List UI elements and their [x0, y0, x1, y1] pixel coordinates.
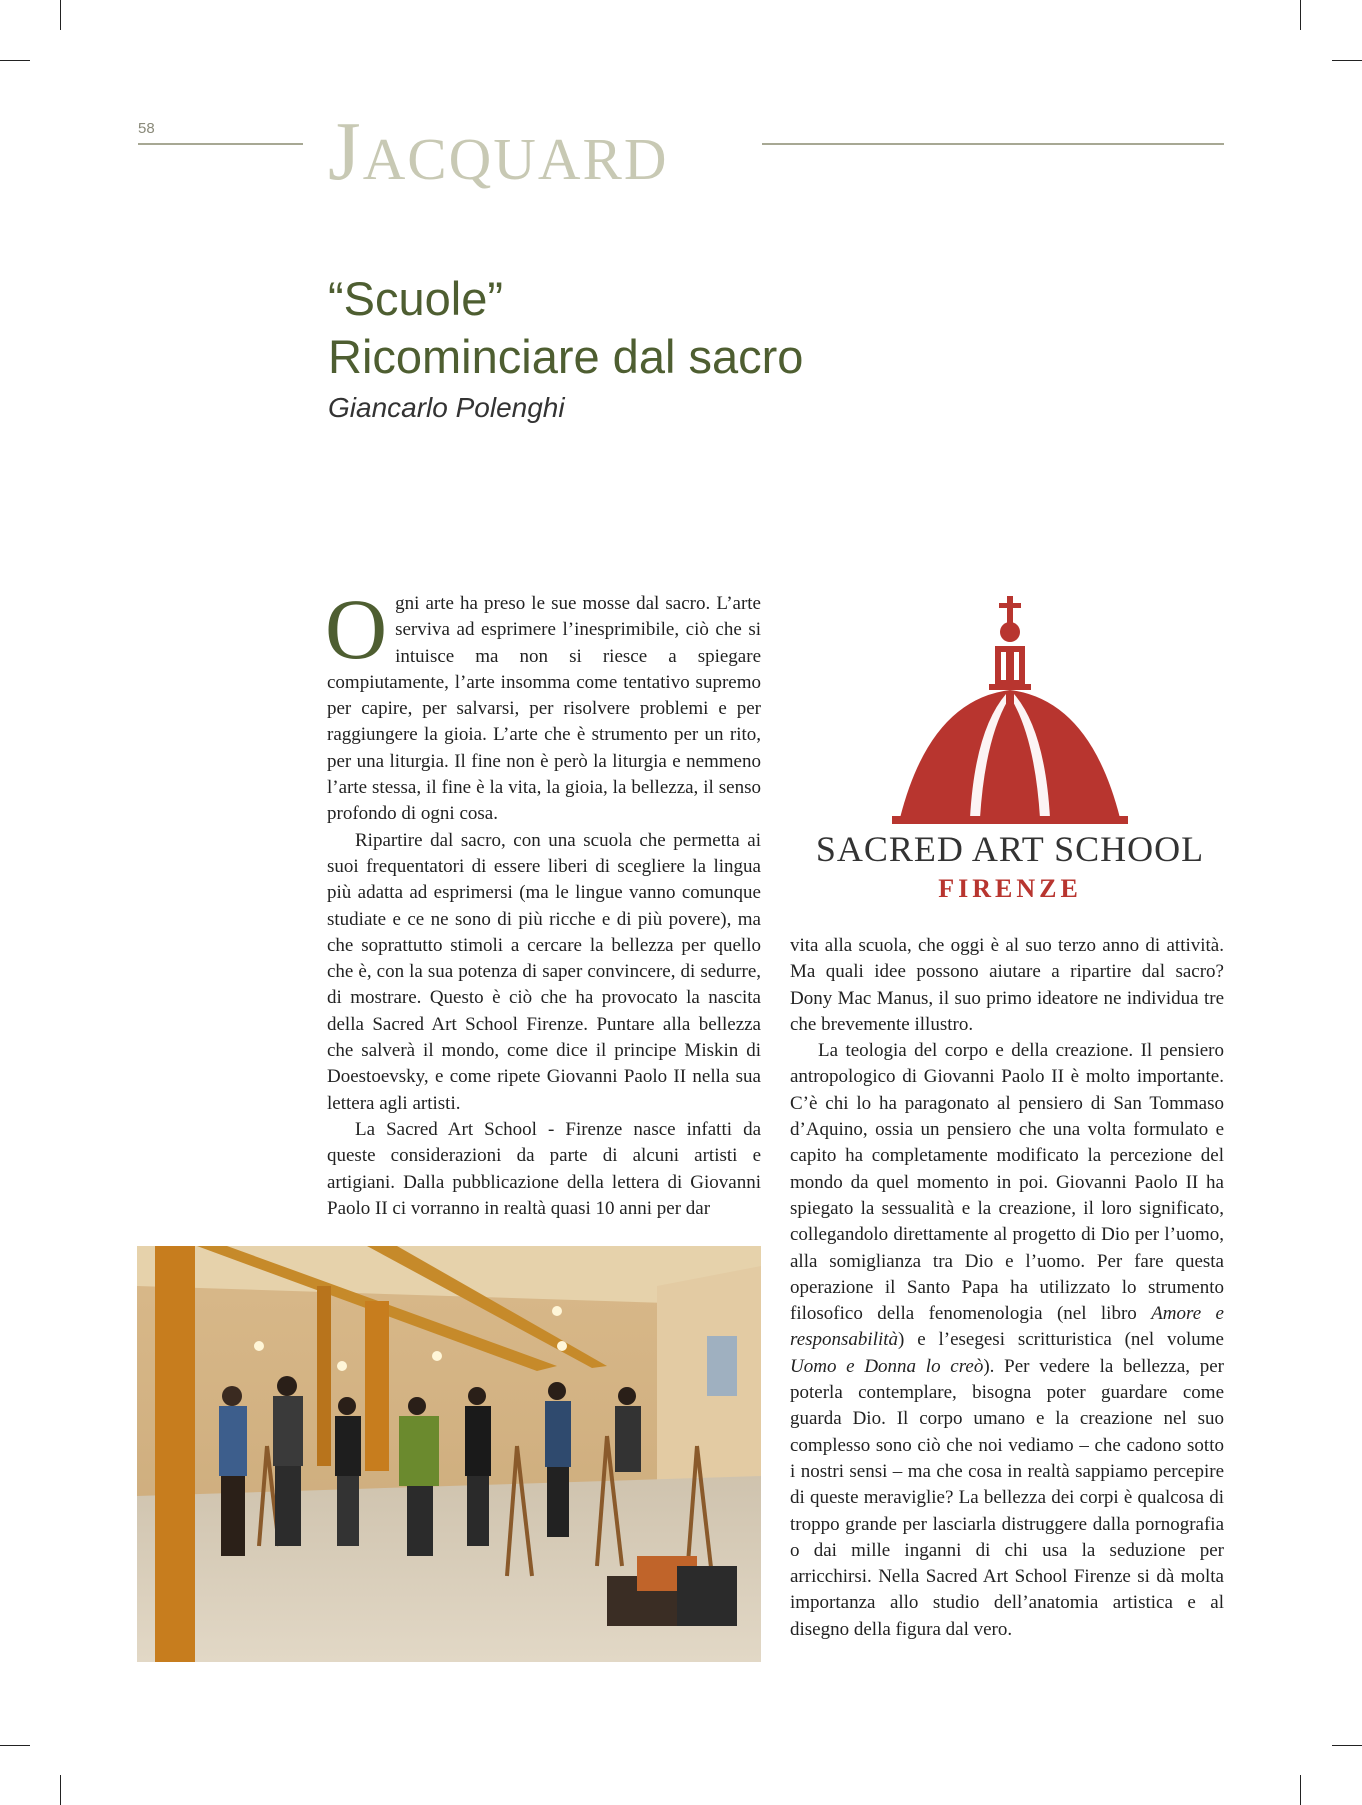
paragraph: La teologia del corpo e della creazione. Il pensiero antropologico di Giovanni Paolo II è molto importante. C’è chi lo ha paragonato al pensiero di San Tommaso d’Aquino, ossia un pensiero che una volta formulato e capito ha completamente modificato la percezione del mondo da quel momento in poi. Giovanni Paolo II ha spiegato la sessualità e la creazione, il loro significato, collegandolo direttamente al progetto di Dio per l’uomo, alla somiglianza tra Dio e l’uomo. Per fare questa operazione il Santo Papa ha utilizzato lo strumento filosofico della fenomenologia (nel libro Amore e responsabilità) e l’esegesi scritturistica (nel volume Uomo e Donna lo creò). Per vedere la bellezza, per poterla contemplare, bisogna poter guardare come guarda Dio. Il corpo umano e la creazione nel suo complesso sono ciò che noi vediamo – che cadono sotto i nostri sensi – ma che cosa in realtà sappiamo percepire di queste meraviglie? La bellezza dei corpi è qualcosa di troppo grande per lasciarla distruggere dalla pornografia o dai mille inganni di chi usa la seduzione per arricchirsi. Nella Sacred Art School Firenze si dà molta importanza allo studio dell’anatomia artistica e al disegno della figura dal vero.: [790, 1040, 1224, 1640]
crop-mark: [1300, 1775, 1301, 1805]
header-rule-left: [138, 143, 303, 145]
crop-mark: [1300, 0, 1301, 30]
masthead-title: Jacquard: [328, 105, 669, 198]
logo-name: SACRED ART SCHOOL: [815, 829, 1205, 869]
paragraph: La Sacred Art School - Firenze nasce infatti da queste considerazioni da parte di alcuni artisti e artigiani. Dalla pubblicazione della lettera di Giovanni Paolo II ci vorranno in realtà quasi 10 anni per dar: [327, 1118, 761, 1219]
drop-cap: O: [325, 581, 388, 677]
classroom-photo: [137, 1246, 761, 1662]
right-column: [790, 933, 1224, 1643]
crop-mark: [60, 1775, 61, 1805]
sacred-art-school-logo: [780, 590, 1240, 920]
art-class-scene-image: [137, 1246, 761, 1662]
article-title-line1: “Scuole”: [328, 272, 504, 325]
crop-mark: [0, 60, 30, 61]
article-title-line2: Ricominciare dal sacro: [328, 330, 804, 383]
paragraph: vita alla scuola, che oggi è al suo terzo anno di attività. Ma quali idee possono aiutare a ripartire dal sacro? Dony Mac Manus, il suo primo ideatore ne individua tre che brevemente illustro.: [790, 935, 1224, 1035]
paragraph: Ripartire dal sacro, con una scuola che permetta ai suoi frequentatori di essere liberi di scegliere la lingua più adatta ad esprimersi (ma le lingue vanno comunque studiate e ce ne sono di più ricche e di più povere), ma che soprattutto stimoli a cercare la bellezza per quello che è, con la sua potenza di saper convincere, di sedurre, di mostrare. Questo è ciò che ha provocato la nascita della Sacred Art School Firenze. Puntare alla bellezza che salverà il mondo, come dice il principe Miskin di Doestoevsky, e come ripete Giovanni Paolo II nella sua lettera agli artisti.: [327, 829, 761, 1114]
page-number: 58: [138, 120, 155, 137]
header-rule-right: [762, 143, 1224, 145]
paragraph: Ogni arte ha preso le sue mosse dal sacro. L’arte serviva ad esprimere l’inesprimibile, ciò che si intuisce ma non si riesce a spiegare compiutamente, l’arte insomma come tentativo supremo per capire, per salvarsi, per risolvere problemi e per raggiungere la gioia. L’arte che è strumento per un rito, per una liturgia. Il fine non è però la liturgia e nemmeno l’arte stessa, il fine è la vita, la gioia, la bellezza, il senso profondo di ogni cosa.: [325, 581, 761, 825]
article-title: [328, 270, 803, 386]
crop-mark: [60, 0, 61, 30]
crop-mark: [1332, 60, 1362, 61]
crop-mark: [0, 1745, 30, 1746]
dome-logo-icon: [780, 590, 1240, 830]
logo-city: FIRENZE: [938, 874, 1082, 903]
article-author: Giancarlo Polenghi: [328, 392, 565, 423]
crop-mark: [1332, 1745, 1362, 1746]
left-column: [325, 581, 761, 1222]
